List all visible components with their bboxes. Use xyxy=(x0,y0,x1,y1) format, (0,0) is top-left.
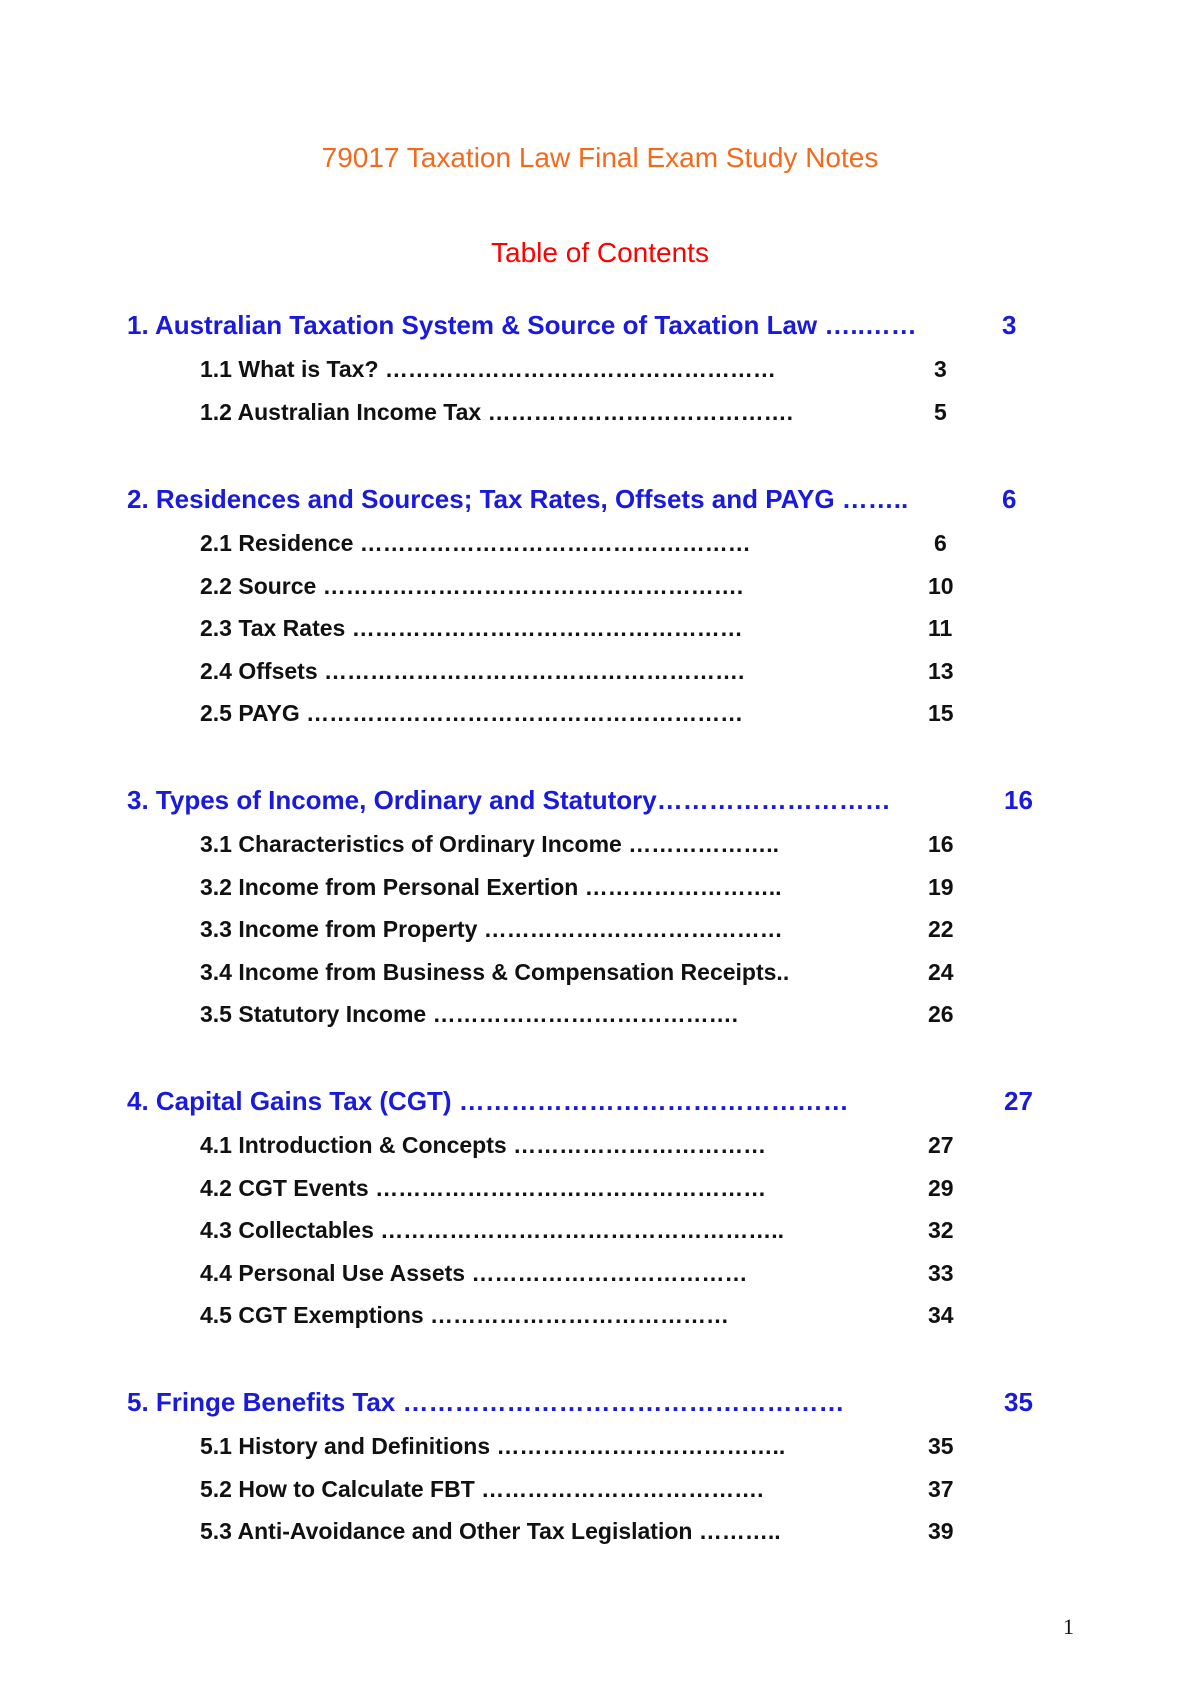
toc-item[interactable] xyxy=(200,1216,954,1244)
toc-item-page: 15 xyxy=(928,700,954,726)
toc-item-page: 29 xyxy=(928,1174,954,1201)
toc-section-5[interactable] xyxy=(127,1386,1033,1418)
toc-item-title: 3.3 Income from Property ………………………………… xyxy=(200,916,783,942)
page-number: 1 xyxy=(1063,1614,1074,1639)
toc-item-title: 4.2 CGT Events …………………………………………… xyxy=(200,1174,767,1201)
toc-item[interactable] xyxy=(200,1000,954,1028)
toc-item-title: 4.1 Introduction & Concepts …………………………… xyxy=(200,1132,767,1158)
toc-item-page: 34 xyxy=(928,1302,954,1328)
toc-item-page: 6 xyxy=(934,530,947,556)
toc-section-title: 5. Fringe Benefits Tax …………………………………………… xyxy=(127,1387,845,1417)
toc-item-title: 5.1 History and Definitions ……………………………….. xyxy=(200,1433,786,1459)
toc-section-1[interactable] xyxy=(127,309,1017,341)
toc-item-page: 11 xyxy=(928,615,953,641)
toc-item[interactable] xyxy=(200,529,947,557)
toc-section-page: 3 xyxy=(1002,310,1017,340)
toc-section-title: 2. Residences and Sources; Tax Rates, Offsets and PAYG …….. xyxy=(127,484,909,514)
toc-section-3[interactable] xyxy=(127,784,1033,816)
toc-item[interactable] xyxy=(200,614,953,642)
toc-item-title: 3.4 Income from Business & Compensation Receipts.. xyxy=(200,958,790,985)
toc-item-title: 3.5 Statutory Income …………………………………. xyxy=(200,1001,739,1027)
toc-section-title: 1. Australian Taxation System & Source of Taxation Law …..…… xyxy=(127,310,917,340)
toc-section-page: 6 xyxy=(1002,484,1017,514)
toc-item-page: 22 xyxy=(928,916,954,942)
toc-item[interactable] xyxy=(200,1432,954,1460)
toc-item[interactable] xyxy=(200,915,954,943)
toc-item[interactable] xyxy=(200,1475,954,1503)
toc-item-page: 33 xyxy=(928,1259,954,1286)
toc-section-page: 27 xyxy=(1004,1086,1033,1116)
toc-item-title: 1.2 Australian Income Tax …………………………………. xyxy=(200,398,793,425)
toc-section-title: 4. Capital Gains Tax (CGT) ……………………………………… xyxy=(127,1086,849,1116)
toc-item-page: 35 xyxy=(928,1433,954,1459)
document-title: 79017 Taxation Law Final Exam Study Notes xyxy=(321,142,879,173)
toc-item[interactable] xyxy=(200,1517,954,1545)
toc-item[interactable] xyxy=(200,1174,954,1202)
toc-item-title: 3.1 Characteristics of Ordinary Income ……………….. xyxy=(200,831,779,857)
toc-item[interactable] xyxy=(200,1131,954,1159)
toc-item[interactable] xyxy=(200,958,954,986)
toc-item[interactable] xyxy=(200,355,947,383)
toc-item-page: 24 xyxy=(928,958,954,985)
toc-item[interactable] xyxy=(200,873,954,901)
toc-item-page: 10 xyxy=(928,572,954,599)
toc-section-page: 16 xyxy=(1004,785,1033,815)
toc-section-title: 3. Types of Income, Ordinary and Statutory……………………… xyxy=(127,785,891,815)
toc-item-page: 13 xyxy=(928,657,954,684)
toc-item-title: 4.4 Personal Use Assets ……………………………… xyxy=(200,1259,748,1286)
toc-item[interactable] xyxy=(200,699,954,727)
toc-section-4[interactable] xyxy=(127,1085,1033,1117)
toc-item-title: 2.1 Residence …………………………………………… xyxy=(200,530,751,556)
toc-heading: Table of Contents xyxy=(491,237,709,268)
toc-item-page: 39 xyxy=(928,1518,954,1544)
toc-item-page: 3 xyxy=(934,356,947,382)
toc-item-title: 2.2 Source ………………………………………………. xyxy=(200,572,744,599)
toc-item-page: 27 xyxy=(928,1132,954,1158)
toc-item-title: 1.1 What is Tax? …………………………………………… xyxy=(200,356,776,382)
toc-item-page: 16 xyxy=(928,831,954,857)
toc-item[interactable] xyxy=(200,1301,954,1329)
toc-section-2[interactable] xyxy=(127,483,1017,515)
toc-item-page: 37 xyxy=(928,1475,954,1502)
toc-item-page: 26 xyxy=(928,1001,954,1027)
toc-item-page: 32 xyxy=(928,1217,954,1243)
toc-item-title: 5.3 Anti-Avoidance and Other Tax Legislation ……….. xyxy=(200,1518,781,1544)
toc-item-title: 5.2 How to Calculate FBT ………………………………. xyxy=(200,1475,764,1502)
toc-item[interactable] xyxy=(200,657,954,685)
toc-item[interactable] xyxy=(200,830,954,858)
toc-item-page: 19 xyxy=(928,873,954,900)
toc-item-title: 2.4 Offsets ………………………………………………. xyxy=(200,657,745,684)
toc-item[interactable] xyxy=(200,398,947,426)
toc-item-title: 4.5 CGT Exemptions ………………………………… xyxy=(200,1302,730,1328)
toc-item[interactable] xyxy=(200,1259,954,1287)
toc-item-page: 5 xyxy=(934,398,947,425)
toc-item-title: 4.3 Collectables …………………………………………….. xyxy=(200,1217,785,1243)
toc-item-title: 2.5 PAYG ………………………………………………… xyxy=(200,700,744,726)
toc-section-page: 35 xyxy=(1004,1387,1033,1417)
toc-item[interactable] xyxy=(200,572,954,600)
toc-item-title: 2.3 Tax Rates …………………………………………… xyxy=(200,615,743,641)
toc-item-title: 3.2 Income from Personal Exertion …………………….. xyxy=(200,873,782,900)
